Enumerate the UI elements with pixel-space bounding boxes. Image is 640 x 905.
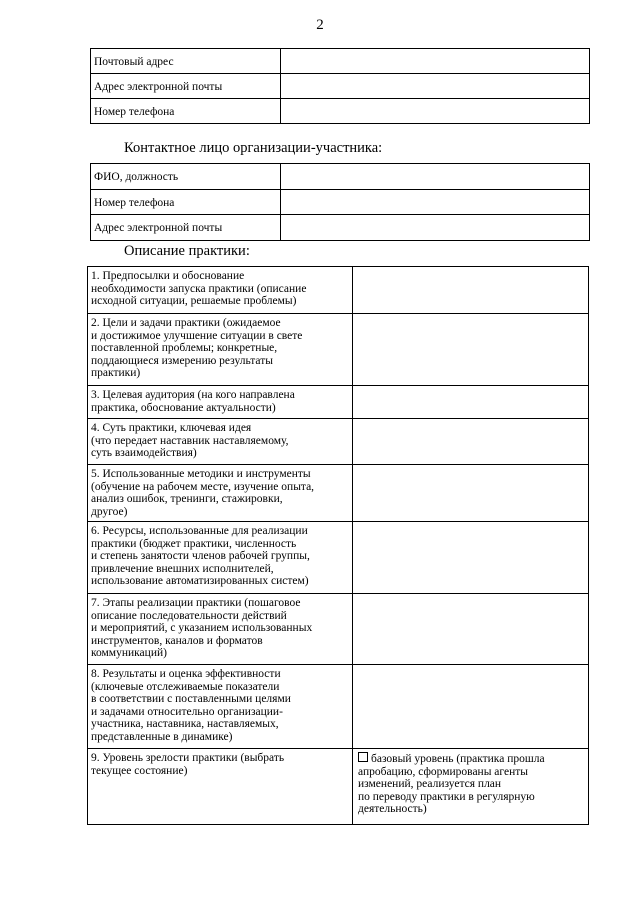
answer-field[interactable] [353, 267, 589, 314]
table-row [88, 314, 589, 386]
answer-field[interactable] [353, 522, 589, 594]
row-label: Адрес электронной почты [91, 74, 281, 99]
answer-field[interactable] [353, 314, 589, 386]
checkbox-icon[interactable] [358, 752, 368, 762]
maturity-level-cell [353, 749, 589, 825]
answer-field[interactable] [353, 594, 589, 665]
email-field[interactable] [281, 215, 590, 241]
contact-person-heading: Контактное лицо организации-участника: [124, 140, 383, 156]
phone-field[interactable] [281, 189, 590, 215]
row-label: Адрес электронной почты [91, 215, 281, 241]
row-label: Номер телефона [91, 99, 281, 124]
row-label: 2. Цели и задачи практики (ожидаемое и достижимое улучшение ситуации в свете поставленной проблемы; конкретные, поддающиеся измерению результаты практики) [88, 314, 353, 386]
answer-field[interactable] [353, 665, 589, 749]
practice-description-table [87, 266, 589, 825]
table-row [88, 522, 589, 594]
row-label: 9. Уровень зрелости практики (выбрать текущее состояние) [88, 749, 353, 825]
phone-field[interactable] [281, 99, 590, 124]
row-label: 5. Использованные методики и инструменты (обучение на рабочем месте, изучение опыта, анализ ошибок, тренинги, стажировки, другое) [88, 465, 353, 522]
table-row [88, 465, 589, 522]
row-label: 4. Суть практики, ключевая идея (что передает наставник наставляемому, суть взаимодействия) [88, 419, 353, 465]
practice-description-heading: Описание практики: [124, 243, 250, 259]
contact-person-table [90, 163, 590, 241]
row-label: 6. Ресурсы, использованные для реализации практики (бюджет практики, численность и степень занятости членов рабочей группы, привлечение внешних исполнителей, использование автоматизированных систем) [88, 522, 353, 594]
row-label: ФИО, должность [91, 164, 281, 190]
answer-field[interactable] [353, 419, 589, 465]
email-field[interactable] [281, 74, 590, 99]
table-row [88, 594, 589, 665]
table-row [91, 164, 590, 190]
row-label: 1. Предпосылки и обоснование необходимости запуска практики (описание исходной ситуации, решаемые проблемы) [88, 267, 353, 314]
full-name-position-field[interactable] [281, 164, 590, 190]
table-row [88, 419, 589, 465]
table-row [91, 215, 590, 241]
table-row [91, 49, 590, 74]
row-label: Номер телефона [91, 189, 281, 215]
table-row [88, 386, 589, 419]
table-row [88, 749, 589, 825]
row-label: 3. Целевая аудитория (на кого направлена практика, обоснование актуальности) [88, 386, 353, 419]
table-row [91, 74, 590, 99]
table-row [91, 189, 590, 215]
row-label: 7. Этапы реализации практики (пошаговое описание последовательности действий и мероприятий, с указанием использованных инструментов, каналов и форматов коммуникаций) [88, 594, 353, 665]
table-row [88, 267, 589, 314]
answer-field[interactable] [353, 386, 589, 419]
postal-address-field[interactable] [281, 49, 590, 74]
table-row [91, 99, 590, 124]
row-label: Почтовый адрес [91, 49, 281, 74]
answer-field[interactable] [353, 465, 589, 522]
row-label: 8. Результаты и оценка эффективности (ключевые отслеживаемые показатели в соответствии с поставленными целями и задачами относительно организации- участника, наставника, наставляемых, представленные в динамике) [88, 665, 353, 749]
organization-contacts-table [90, 48, 590, 124]
maturity-option-label: базовый уровень (практика прошла апробацию, сформированы агенты изменений, реализуется план по переводу практики в регулярную деятельность) [358, 753, 545, 815]
page-number: 2 [316, 17, 324, 33]
table-row [88, 665, 589, 749]
